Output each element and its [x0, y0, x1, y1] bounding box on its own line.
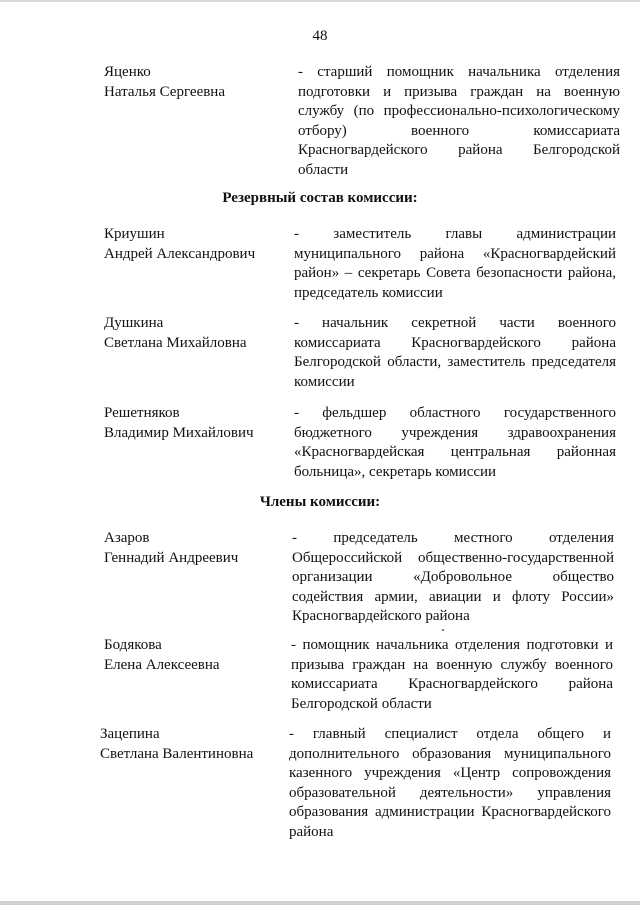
page-number: 48 [312, 28, 328, 44]
section-heading-reserve: Резервный состав комиссии: [222, 190, 418, 206]
member-name [100, 725, 280, 764]
member-given-names: Владимир Михайлович [104, 424, 254, 441]
member-surname: Зацепина [100, 726, 160, 742]
member-role: - фельдшер областного государственного бюджетного учреждения здравоохранения «Красногвардейская центральная районная больница», секретарь комиссии [294, 405, 616, 480]
member-surname: Решетняков [104, 405, 180, 421]
member-role: - заместитель главы администрации муниципального района «Красногвардейский район» – секретарь Совета безопасности района, председатель комиссии [294, 226, 616, 301]
section-heading-members: Члены комиссии: [259, 494, 381, 510]
member-surname: Криушин [104, 226, 165, 242]
member-name [104, 314, 284, 353]
member-role: - помощник начальника отделения подготовки и призыва граждан на военную службу военного комиссариата Красногвардейского района Белгородской области [291, 637, 613, 712]
member-role: - председатель местного отделения Общероссийской общественно-государственной организации «Добровольное общество содействия армии, авиации и флоту России» Красногвардейского района [292, 530, 614, 624]
member-given-names: Геннадий Андреевич [104, 549, 239, 566]
member-given-names: Наталья Сергеевна [104, 83, 225, 100]
member-given-names: Елена Алексеевна [104, 656, 220, 673]
member-surname: Душкина [104, 315, 164, 331]
member-role: - начальник секретной части военного комиссариата Красногвардейского района Белгородской области, заместитель председателя комиссии [294, 315, 616, 390]
member-name [104, 225, 284, 264]
member-surname: Бодякова [104, 637, 162, 653]
member-given-names: Светлана Валентиновна [100, 745, 254, 762]
scan-top-edge [0, 0, 640, 2]
member-role: - старший помощник начальника отделения подготовки и призыва граждан на военную службу (по профессионально-психологическому отбору) военного комиссариата Красногвардейского района Белгородской области [298, 64, 620, 178]
member-name [104, 529, 284, 568]
member-given-names: Андрей Александрович [104, 245, 256, 262]
member-given-names: Светлана Михайловна [104, 334, 247, 351]
member-name [104, 404, 284, 443]
scan-speck [442, 629, 444, 631]
scan-bottom-edge [0, 901, 640, 905]
member-surname: Яценко [104, 64, 151, 80]
member-role: - главный специалист отдела общего и дополнительного образования муниципального казенного учреждения «Центр сопровождения образовательной деятельности» управления образования администрации Красногвардейского района [289, 726, 611, 840]
member-name [104, 63, 284, 102]
member-surname: Азаров [104, 530, 150, 546]
member-name [104, 636, 284, 675]
